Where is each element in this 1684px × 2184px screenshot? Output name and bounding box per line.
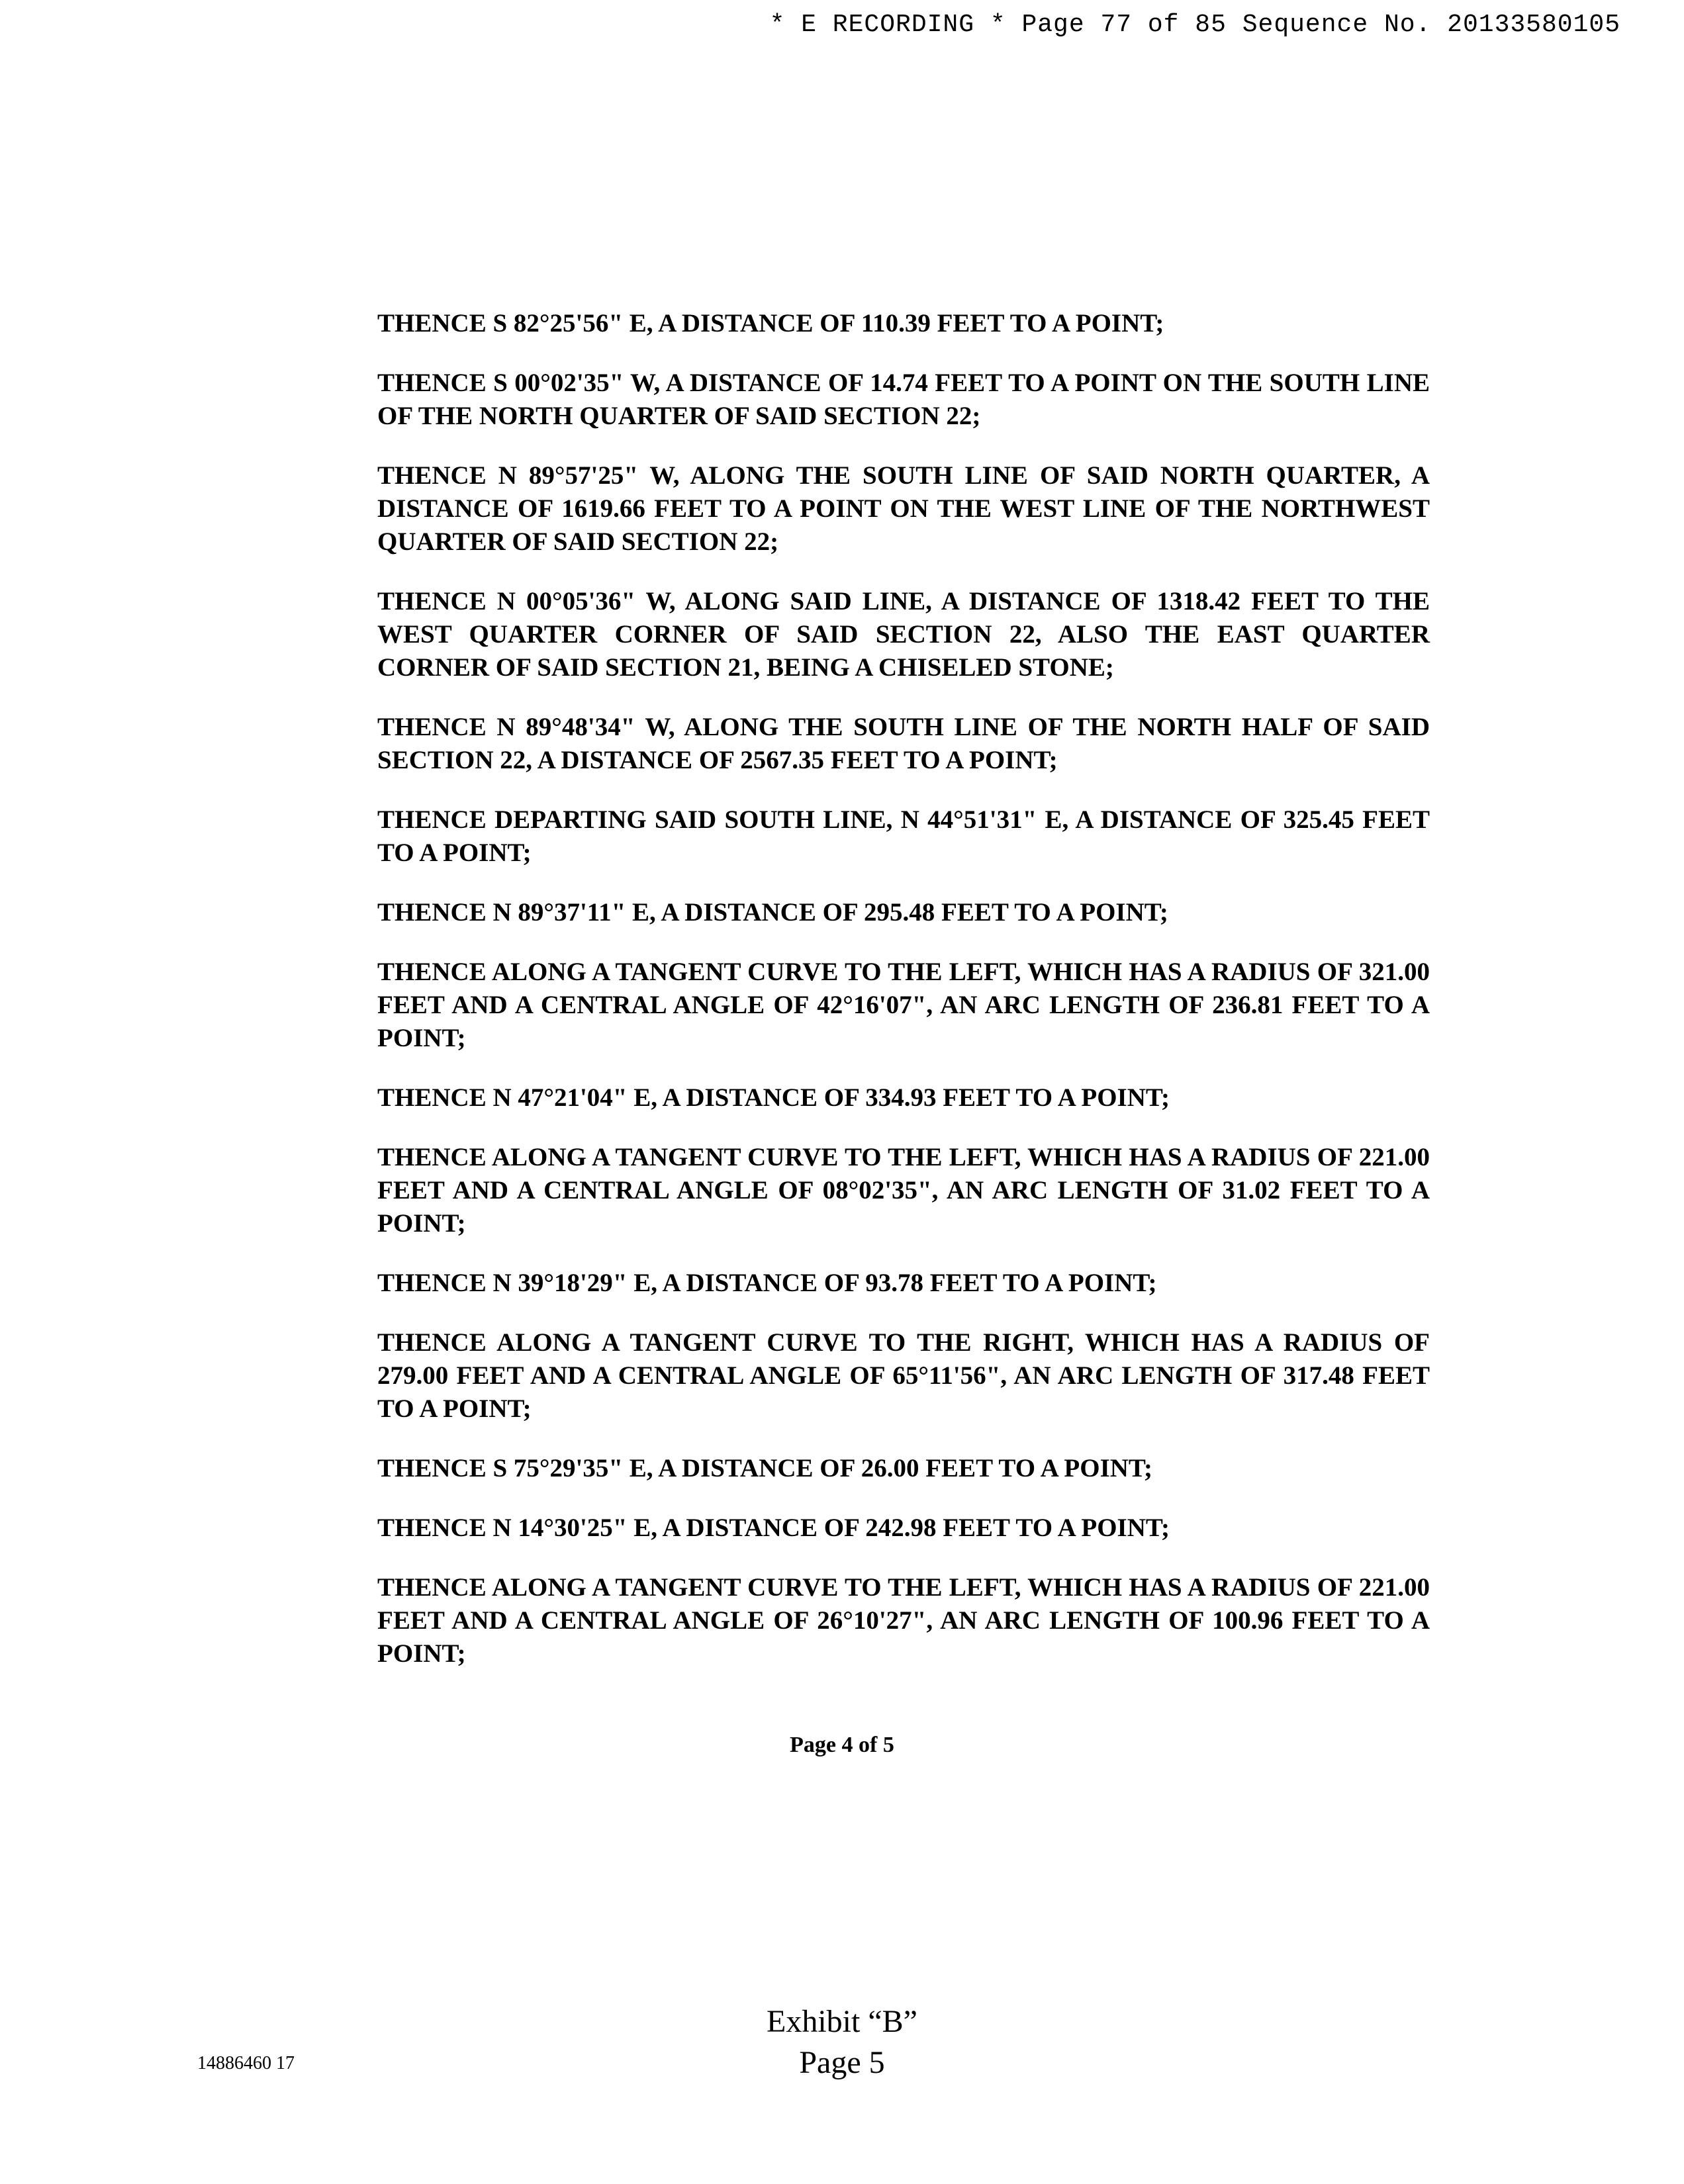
paragraph: THENCE N 14°30'25" E, A DISTANCE OF 242.98 FEET TO A POINT; bbox=[377, 1514, 1170, 1542]
paragraph: THENCE S 82°25'56" E, A DISTANCE OF 110.39 FEET TO A POINT; bbox=[377, 309, 1164, 338]
page-number: Page 4 of 5 bbox=[790, 1733, 894, 1757]
paragraph: THENCE DEPARTING SAID SOUTH LINE, N 44°51'31" E, A DISTANCE OF 325.45 FEET TO A POINT; bbox=[377, 805, 1430, 867]
legal-description bbox=[377, 307, 1430, 1697]
paragraph: THENCE N 89°48'34" W, ALONG THE SOUTH LINE OF THE NORTH HALF OF SAID SECTION 22, A DISTANCE OF 2567.35 FEET TO A POINT; bbox=[377, 713, 1430, 774]
paragraph: THENCE ALONG A TANGENT CURVE TO THE LEFT, WHICH HAS A RADIUS OF 221.00 FEET AND A CENTRAL ANGLE OF 26°10'27", AN ARC LENGTH OF 100.96 FEET TO A POINT; bbox=[377, 1573, 1430, 1668]
paragraph: THENCE N 89°37'11" E, A DISTANCE OF 295.48 FEET TO A POINT; bbox=[377, 898, 1168, 927]
exhibit-page: Page 5 bbox=[799, 2045, 885, 2080]
paragraph: THENCE N 89°57'25" W, ALONG THE SOUTH LINE OF SAID NORTH QUARTER, A DISTANCE OF 1619.66 FEET TO A POINT ON THE WEST LINE OF THE NORTHWEST QUARTER OF SAID SECTION 22; bbox=[377, 461, 1430, 556]
document-number: 14886460 17 bbox=[197, 2053, 295, 2073]
paragraph: THENCE N 39°18'29" E, A DISTANCE OF 93.78 FEET TO A POINT; bbox=[377, 1269, 1157, 1297]
paragraph: THENCE N 47°21'04" E, A DISTANCE OF 334.93 FEET TO A POINT; bbox=[377, 1083, 1170, 1112]
exhibit-title: Exhibit “B” bbox=[767, 2004, 917, 2039]
paragraph: THENCE ALONG A TANGENT CURVE TO THE RIGHT, WHICH HAS A RADIUS OF 279.00 FEET AND A CENTRAL ANGLE OF 65°11'56", AN ARC LENGTH OF 317.48 FEET TO A POINT; bbox=[377, 1328, 1430, 1423]
paragraph: THENCE ALONG A TANGENT CURVE TO THE LEFT, WHICH HAS A RADIUS OF 321.00 FEET AND A CENTRAL ANGLE OF 42°16'07", AN ARC LENGTH OF 236.81 FEET TO A POINT; bbox=[377, 958, 1430, 1052]
paragraph: THENCE N 00°05'36" W, ALONG SAID LINE, A DISTANCE OF 1318.42 FEET TO THE WEST QUARTER CORNER OF SAID SECTION 22, ALSO THE EAST QUARTER CORNER OF SAID SECTION 21, BEING A CHISELED STONE; bbox=[377, 587, 1430, 682]
paragraph: THENCE S 00°02'35" W, A DISTANCE OF 14.74 FEET TO A POINT ON THE SOUTH LINE OF THE NORTH QUARTER OF SAID SECTION 22; bbox=[377, 369, 1430, 430]
paragraph: THENCE S 75°29'35" E, A DISTANCE OF 26.00 FEET TO A POINT; bbox=[377, 1454, 1153, 1482]
paragraph: THENCE ALONG A TANGENT CURVE TO THE LEFT, WHICH HAS A RADIUS OF 221.00 FEET AND A CENTRAL ANGLE OF 08°02'35", AN ARC LENGTH OF 31.02 FEET TO A POINT; bbox=[377, 1143, 1430, 1238]
recording-header: * E RECORDING * Page 77 of 85 Sequence No. 20133580105 bbox=[769, 11, 1620, 39]
